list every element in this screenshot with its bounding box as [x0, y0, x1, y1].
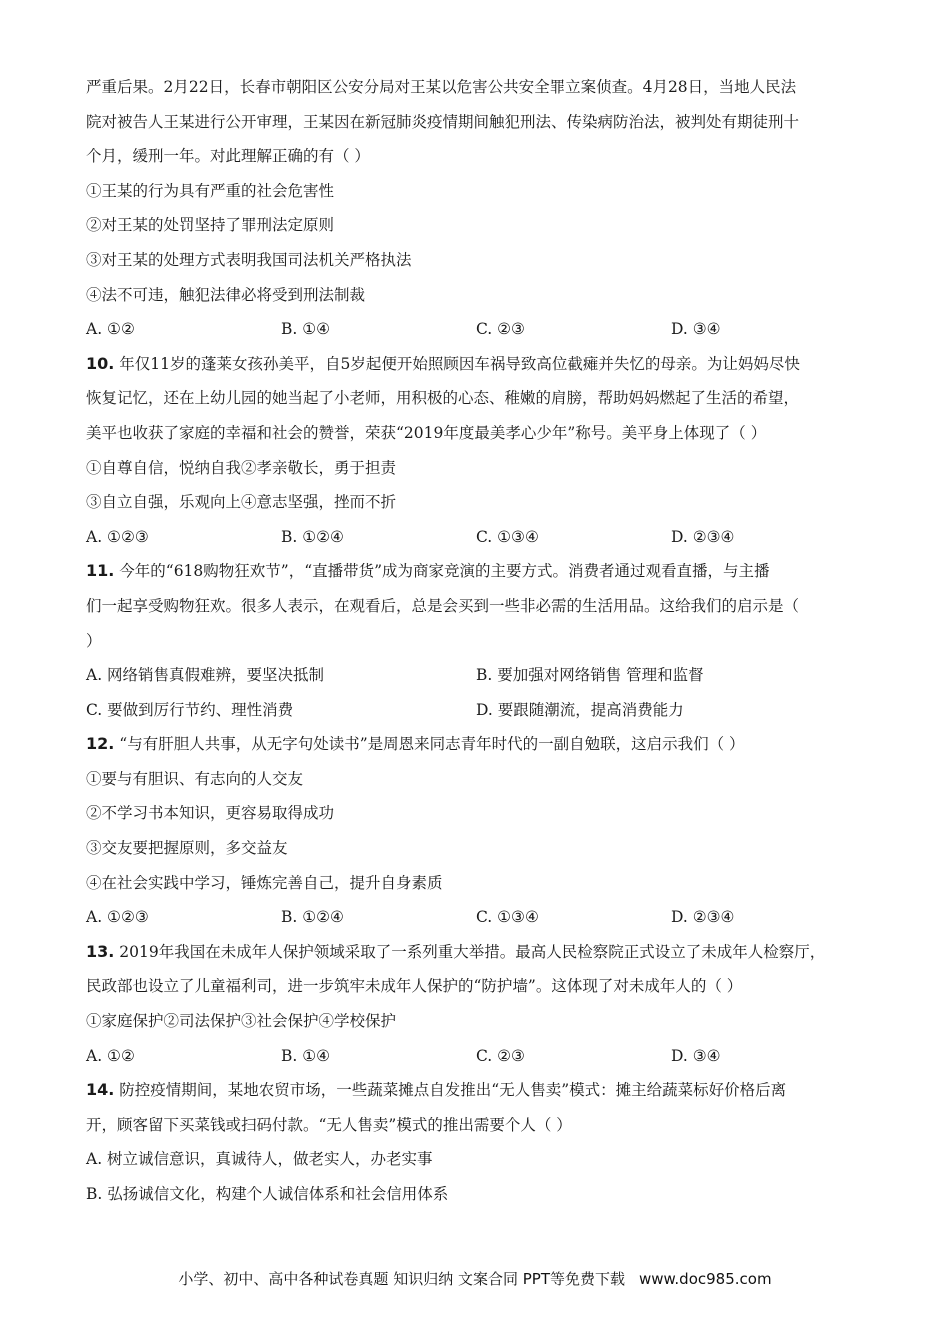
question-stem-line: 严重后果。2月22日，长春市朝阳区公安分局对王某以危害公共安全罪立案侦查。4月28日，当地人民法 [86, 78, 797, 96]
question-stem-line: 开，顾客留下买菜钱或扫码付款。“无人售卖”模式的推出需要个人（ ） [86, 1115, 572, 1134]
answer-options-row-2 [86, 693, 866, 728]
question-stem-line [86, 347, 866, 382]
question-stem-line: 恢复记忆，还在上幼儿园的她当起了小老师，用积极的心态、稚嫩的肩膀，帮助妈妈燃起了生活的希望， [86, 389, 800, 408]
option-a: A. ①②③ [86, 527, 149, 546]
option-c: C. ①③④ [476, 908, 539, 927]
question-stem-line: 们一起享受购物狂欢。很多人表示，在观看后，总是会买到一些非必需的生活用品。这给我们的启示是（ [86, 596, 800, 615]
question-number: 12. [86, 734, 115, 754]
statement: ②对王某的处罚坚持了罪刑法定原则 [86, 216, 335, 235]
statement: ①要与有胆识、有志向的人交友 [86, 769, 304, 788]
question-number: 13. [86, 941, 115, 961]
question-stem-line [86, 554, 866, 589]
question-number: 11. [86, 561, 115, 581]
option-c: C. ②③ [476, 1046, 525, 1065]
question-stem-text: 年仅11岁的蓬莱女孩孙美平，自5岁起便开始照顾因车祸导致高位截瘫并失忆的母亲。为让妈妈尽快 [114, 354, 800, 373]
statement: ③自立自强，乐观向上④意志坚强，挫而不折 [86, 493, 397, 512]
answer-options [86, 520, 866, 555]
statement: ①王某的行为具有严重的社会危害性 [86, 181, 335, 200]
footer-url: www.doc985.com [638, 1270, 772, 1288]
option-d: D. 要跟随潮流，提高消费能力 [476, 700, 684, 719]
option-c: C. ②③ [476, 320, 525, 339]
statement: ①自尊自信，悦纳自我②孝亲敬长，勇于担责 [86, 458, 397, 477]
question-13 [86, 935, 866, 1073]
question-stem-line: 院对被告人王某进行公开审理，王某因在新冠肺炎疫情期间触犯刑法、传染病防治法，被判处有期徒刑十 [86, 112, 800, 131]
question-stem-line: ） [86, 631, 102, 650]
statement: ③交友要把握原则，多交益友 [86, 839, 288, 858]
statement: ④法不可违，触犯法律必将受到刑法制裁 [86, 285, 366, 304]
page-footer [0, 1268, 950, 1289]
option-b: B. ①④ [281, 320, 331, 339]
question-14 [86, 1073, 866, 1211]
question-9 [86, 70, 866, 347]
statement: ③对王某的处理方式表明我国司法机关严格执法 [86, 250, 412, 269]
option-a: A. ①②③ [86, 908, 149, 927]
option-d: D. ③④ [671, 320, 721, 339]
question-stem-text: 防控疫情期间，某地农贸市场，一些蔬菜摊点自发推出“无人售卖”模式：摊主给蔬菜标好价格后离 [114, 1081, 787, 1100]
statement: ②不学习书本知识，更容易取得成功 [86, 804, 335, 823]
option-d: D. ③④ [671, 1046, 721, 1065]
answer-options [86, 1039, 866, 1074]
option-b: B. ①②④ [281, 527, 344, 546]
question-stem-text: 今年的“618购物狂欢节”，“直播带货”成为商家竞演的主要方式。消费者通过观看直播，与主播 [114, 562, 770, 581]
option-d: D. ②③④ [671, 527, 735, 546]
option-b: B. 要加强对网络销售 管理和监督 [476, 666, 704, 685]
question-stem-line [86, 727, 866, 762]
answer-options [86, 312, 866, 347]
question-number: 14. [86, 1080, 115, 1100]
question-number: 10. [86, 353, 115, 373]
question-stem-line: 美平也收获了家庭的幸福和社会的赞誉，荣获“2019年度最美孝心少年”称号。美平身上体现了（ ） [86, 423, 767, 442]
statement: ①家庭保护②司法保护③社会保护④学校保护 [86, 1012, 397, 1031]
question-stem-line [86, 1073, 866, 1108]
statement: ④在社会实践中学习，锤炼完善自己，提升自身素质 [86, 873, 443, 892]
answer-options-row-1 [86, 658, 866, 693]
option-d: D. ②③④ [671, 908, 735, 927]
footer-text: 小学、初中、高中各种试卷真题 知识归纳 文案合同 PPT等免费下载 [178, 1270, 625, 1288]
option-b: B. ①④ [281, 1046, 331, 1065]
option-a: A. ①② [86, 320, 135, 339]
question-stem-text: 2019年我国在未成年人保护领域采取了一系列重大举措。最高人民检察院正式设立了未成年人检察厅， [114, 942, 826, 961]
option-b: B. ①②④ [281, 908, 344, 927]
question-10 [86, 347, 866, 555]
option-c: C. ①③④ [476, 527, 539, 546]
option-a: A. 树立诚信意识，真诚待人，做老实人，办老实事 [86, 1150, 433, 1169]
question-stem-line: 个月，缓刑一年。对此理解正确的有（ ） [86, 147, 370, 166]
option-c: C. 要做到厉行节约、理性消费 [86, 700, 294, 719]
question-12 [86, 727, 866, 935]
question-11 [86, 554, 866, 727]
option-a: A. ①② [86, 1046, 135, 1065]
question-stem-text: “与有肝胆人共事，从无字句处读书”是周恩来同志青年时代的一副自勉联，这启示我们（ ） [114, 735, 745, 754]
question-stem-line: 民政部也设立了儿童福利司，进一步筑牢未成年人保护的“防护墙”。这体现了对未成年人的（ ） [86, 977, 743, 996]
answer-options [86, 900, 866, 935]
question-stem-line [86, 935, 866, 970]
option-a: A. 网络销售真假难辨，要坚决抵制 [86, 666, 325, 685]
exam-content [86, 70, 866, 1212]
option-b: B. 弘扬诚信文化，构建个人诚信体系和社会信用体系 [86, 1185, 449, 1203]
